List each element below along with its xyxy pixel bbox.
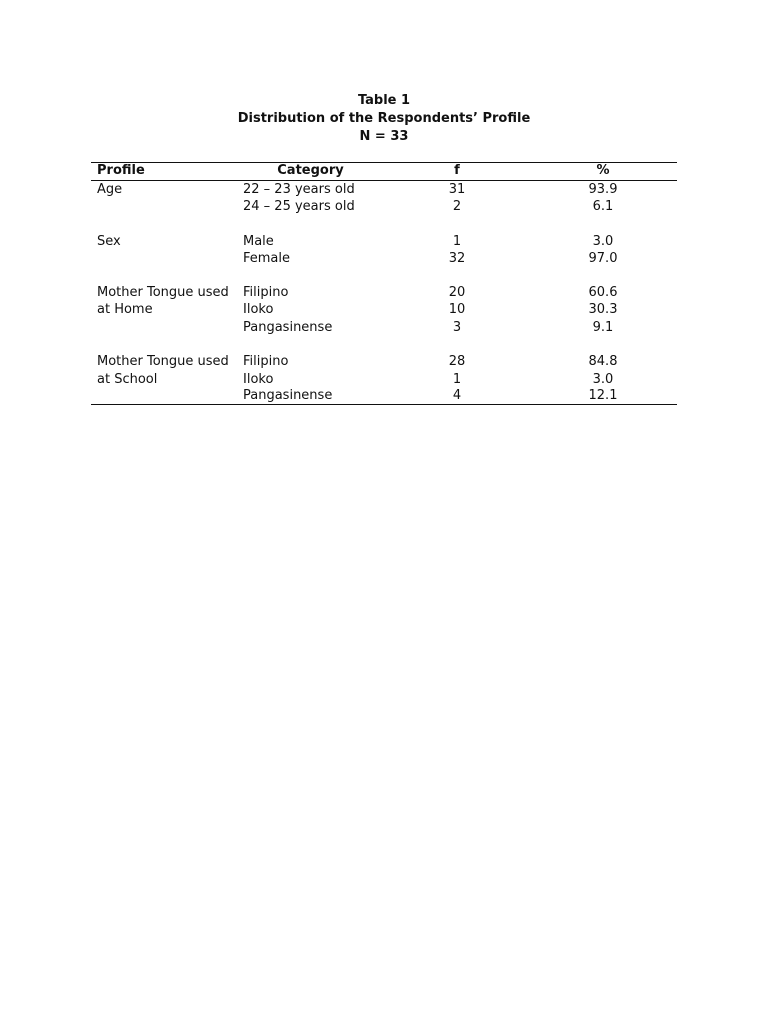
frequency-cell: 1 [452,234,462,249]
category-cell: Pangasinense [243,320,333,335]
frequency-cell: 3 [452,320,462,335]
percent-cell: 3.0 [592,372,614,387]
percent-cell: 12.1 [588,388,618,403]
profile-label: Age [97,182,123,197]
frequency-cell: 2 [452,199,462,214]
category-cell: Iloko [243,302,274,317]
table-bottom-rule [91,404,677,405]
percent-cell: 84.8 [588,354,618,369]
category-cell: Male [243,234,274,249]
percent-cell: 93.9 [588,182,618,197]
category-cell: Filipino [243,285,289,300]
frequency-cell: 10 [448,302,466,317]
percent-cell: 60.6 [588,285,618,300]
frequency-cell: 20 [448,285,466,300]
frequency-cell: 1 [452,372,462,387]
table-number: Table 1 [357,93,411,108]
profile-label-continued: at School [97,372,158,387]
profile-label: Mother Tongue used [97,354,229,369]
header-category: Category [277,163,344,178]
frequency-cell: 32 [448,251,466,266]
category-cell: 24 – 25 years old [243,199,355,214]
frequency-cell: 28 [448,354,466,369]
profile-label: Sex [97,234,121,249]
category-cell: Filipino [243,354,289,369]
frequency-cell: 4 [452,388,462,403]
header-percent: % [596,163,610,178]
percent-cell: 30.3 [588,302,618,317]
header-profile: Profile [97,163,145,178]
profile-label-continued: at Home [97,302,153,317]
profile-label: Mother Tongue used [97,285,229,300]
sample-size: N = 33 [359,129,409,144]
percent-cell: 3.0 [592,234,614,249]
category-cell: Iloko [243,372,274,387]
frequency-cell: 31 [448,182,466,197]
category-cell: 22 – 23 years old [243,182,355,197]
category-cell: Female [243,251,291,266]
category-cell: Pangasinense [243,388,333,403]
table-title: Distribution of the Respondents’ Profile [237,111,531,126]
header-frequency: f [454,163,460,178]
percent-cell: 6.1 [592,199,614,214]
percent-cell: 97.0 [588,251,618,266]
percent-cell: 9.1 [592,320,614,335]
